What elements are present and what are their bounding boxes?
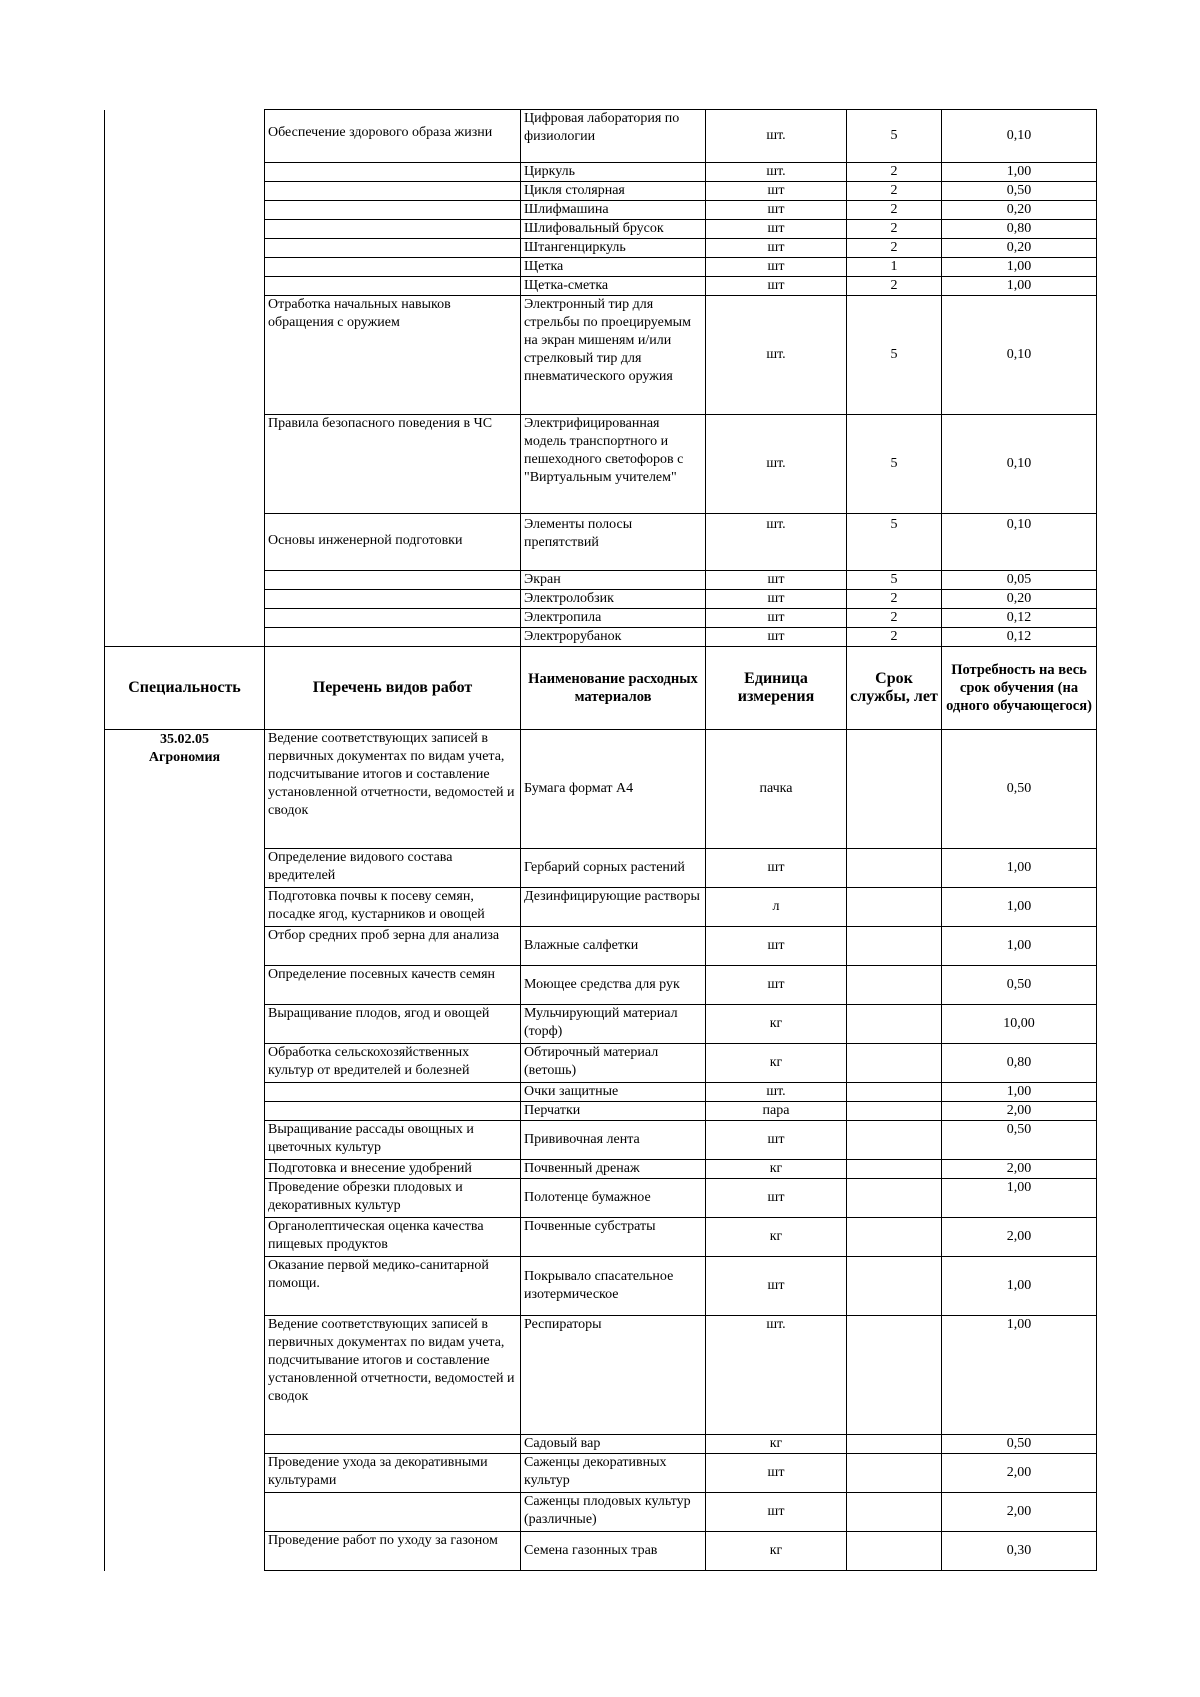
need-cell: 2,00 — [942, 1218, 1097, 1257]
item-cell: Щетка-сметка — [521, 277, 706, 296]
item-cell: Мульчирующий материал (торф) — [521, 1005, 706, 1044]
life-cell: 5 — [847, 571, 942, 590]
life-cell — [847, 927, 942, 966]
need-cell: 2,00 — [942, 1493, 1097, 1532]
need-cell: 0,12 — [942, 628, 1097, 647]
item-cell: Электронный тир для стрельбы по проецируемым на экран мишеням и/или стрелковый тир для пневматического оружия — [521, 296, 706, 415]
need-cell: 1,00 — [942, 1179, 1097, 1218]
unit-cell: кг — [706, 1532, 847, 1571]
life-cell — [847, 1179, 942, 1218]
item-cell: Элементы полосы препятствий — [521, 514, 706, 571]
item-cell: Перчатки — [521, 1102, 706, 1121]
header-specialty: Специальность — [105, 647, 265, 730]
life-cell: 2 — [847, 609, 942, 628]
item-cell: Электролобзик — [521, 590, 706, 609]
table-header — [105, 647, 1097, 730]
need-cell: 1,00 — [942, 163, 1097, 182]
item-cell: Семена газонных трав — [521, 1532, 706, 1571]
need-cell: 0,50 — [942, 966, 1097, 1005]
item-cell: Почвенный дренаж — [521, 1160, 706, 1179]
specialty-cell-continued — [105, 110, 265, 647]
unit-cell: шт. — [706, 514, 847, 571]
work-cell — [265, 220, 521, 239]
life-cell — [847, 1218, 942, 1257]
need-cell: 1,00 — [942, 927, 1097, 966]
work-cell — [265, 201, 521, 220]
need-cell: 2,00 — [942, 1160, 1097, 1179]
life-cell — [847, 1532, 942, 1571]
work-cell — [265, 571, 521, 590]
need-cell: 0,50 — [942, 182, 1097, 201]
header-need: Потребность на весь срок обучения (на одного обучающегося) — [942, 647, 1097, 730]
need-cell: 0,05 — [942, 571, 1097, 590]
unit-cell: пара — [706, 1102, 847, 1121]
unit-cell: шт — [706, 239, 847, 258]
need-cell: 1,00 — [942, 888, 1097, 927]
item-cell: Дезинфицирующие растворы — [521, 888, 706, 927]
unit-cell: кг — [706, 1435, 847, 1454]
work-cell: Определение посевных качеств семян — [265, 966, 521, 1005]
unit-cell: шт — [706, 590, 847, 609]
table-row — [105, 730, 1097, 849]
item-cell: Цикля столярная — [521, 182, 706, 201]
unit-cell: шт — [706, 628, 847, 647]
specialty-code: 35.02.05 — [160, 732, 209, 747]
unit-cell: шт — [706, 220, 847, 239]
work-cell: Проведение ухода за декоративными культурами — [265, 1454, 521, 1493]
item-cell: Моющее средства для рук — [521, 966, 706, 1005]
life-cell — [847, 1160, 942, 1179]
document-page — [104, 109, 1097, 1571]
work-cell: Ведение соответствующих записей в первичных документах по видам учета, подсчитывание итогов и составление установленной отчетности, ведомостей и сводок — [265, 730, 521, 849]
need-cell: 0,30 — [942, 1532, 1097, 1571]
unit-cell: кг — [706, 1218, 847, 1257]
unit-cell: шт. — [706, 110, 847, 163]
life-cell — [847, 1102, 942, 1121]
unit-cell: шт — [706, 927, 847, 966]
unit-cell: шт — [706, 182, 847, 201]
item-cell: Электрорубанок — [521, 628, 706, 647]
work-cell: Правила безопасного поведения в ЧС — [265, 415, 521, 514]
work-cell: Подготовка почвы к посеву семян, посадке ягод, кустарников и овощей — [265, 888, 521, 927]
work-cell — [265, 1435, 521, 1454]
life-cell: 2 — [847, 220, 942, 239]
work-cell: Обеспечение здорового образа жизни — [265, 110, 521, 163]
work-cell — [265, 628, 521, 647]
item-cell: Прививочная лента — [521, 1121, 706, 1160]
work-cell: Выращивание плодов, ягод и овощей — [265, 1005, 521, 1044]
unit-cell: пачка — [706, 730, 847, 849]
specialty-name: Агрономия — [148, 750, 221, 765]
life-cell — [847, 966, 942, 1005]
life-cell: 2 — [847, 590, 942, 609]
item-cell: Щетка — [521, 258, 706, 277]
life-cell: 2 — [847, 163, 942, 182]
item-cell: Шлифовальный брусок — [521, 220, 706, 239]
life-cell — [847, 1454, 942, 1493]
table-row — [105, 110, 1097, 163]
item-cell: Гербарий сорных растений — [521, 849, 706, 888]
specialty-cell — [105, 730, 265, 1571]
life-cell — [847, 888, 942, 927]
life-cell — [847, 1083, 942, 1102]
life-cell — [847, 849, 942, 888]
item-cell: Циркуль — [521, 163, 706, 182]
need-cell: 0,20 — [942, 201, 1097, 220]
need-cell: 1,00 — [942, 1316, 1097, 1435]
need-cell: 1,00 — [942, 849, 1097, 888]
need-cell: 2,00 — [942, 1454, 1097, 1493]
work-cell — [265, 1102, 521, 1121]
life-cell: 2 — [847, 201, 942, 220]
unit-cell: шт — [706, 966, 847, 1005]
header-materials: Наименование расходных материалов — [521, 647, 706, 730]
work-cell — [265, 163, 521, 182]
item-cell: Электрифицированная модель транспортного и пешеходного светофоров с "Виртуальным учителем" — [521, 415, 706, 514]
need-cell: 10,00 — [942, 1005, 1097, 1044]
work-cell — [265, 258, 521, 277]
need-cell: 0,10 — [942, 415, 1097, 514]
need-cell: 1,00 — [942, 1257, 1097, 1316]
need-cell: 0,50 — [942, 1121, 1097, 1160]
unit-cell: шт — [706, 1179, 847, 1218]
work-cell — [265, 1493, 521, 1532]
need-cell: 0,80 — [942, 220, 1097, 239]
work-cell — [265, 590, 521, 609]
header-unit: Единица измерения — [706, 647, 847, 730]
work-cell: Подготовка и внесение удобрений — [265, 1160, 521, 1179]
need-cell: 0,10 — [942, 296, 1097, 415]
unit-cell: шт. — [706, 296, 847, 415]
item-cell: Бумага формат А4 — [521, 730, 706, 849]
life-cell: 2 — [847, 277, 942, 296]
need-cell: 0,80 — [942, 1044, 1097, 1083]
work-cell: Отбор средних проб зерна для анализа — [265, 927, 521, 966]
unit-cell: шт — [706, 1257, 847, 1316]
item-cell: Экран — [521, 571, 706, 590]
life-cell — [847, 1435, 942, 1454]
work-cell — [265, 609, 521, 628]
need-cell: 0,50 — [942, 1435, 1097, 1454]
item-cell: Саженцы плодовых культур (различные) — [521, 1493, 706, 1532]
work-cell: Оказание первой медико-санитарной помощи. — [265, 1257, 521, 1316]
unit-cell: шт. — [706, 1083, 847, 1102]
work-cell — [265, 239, 521, 258]
unit-cell: шт — [706, 849, 847, 888]
work-cell: Ведение соответствующих записей в первичных документах по видам учета, подсчитывание итогов и составление установленной отчетности, ведомостей и сводок — [265, 1316, 521, 1435]
item-cell: Штангенциркуль — [521, 239, 706, 258]
need-cell: 0,20 — [942, 590, 1097, 609]
life-cell — [847, 1044, 942, 1083]
work-cell: Определение видового состава вредителей — [265, 849, 521, 888]
header-service-life: Срок службы, лет — [847, 647, 942, 730]
unit-cell: кг — [706, 1044, 847, 1083]
item-cell: Шлифмашина — [521, 201, 706, 220]
unit-cell: шт — [706, 1493, 847, 1532]
need-cell: 0,50 — [942, 730, 1097, 849]
work-cell: Обработка сельскохозяйственных культур от вредителей и болезней — [265, 1044, 521, 1083]
unit-cell: шт — [706, 258, 847, 277]
unit-cell: шт — [706, 571, 847, 590]
work-cell — [265, 1083, 521, 1102]
item-cell: Покрывало спасательное изотермическое — [521, 1257, 706, 1316]
unit-cell: шт — [706, 1454, 847, 1493]
unit-cell: шт. — [706, 163, 847, 182]
item-cell: Полотенце бумажное — [521, 1179, 706, 1218]
unit-cell: шт — [706, 277, 847, 296]
life-cell: 5 — [847, 415, 942, 514]
unit-cell: шт. — [706, 415, 847, 514]
life-cell: 5 — [847, 514, 942, 571]
life-cell — [847, 1316, 942, 1435]
unit-cell: кг — [706, 1160, 847, 1179]
item-cell: Электропила — [521, 609, 706, 628]
work-cell: Проведение обрезки плодовых и декоративных культур — [265, 1179, 521, 1218]
unit-cell: кг — [706, 1005, 847, 1044]
work-cell: Выращивание рассады овощных и цветочных культур — [265, 1121, 521, 1160]
life-cell — [847, 1005, 942, 1044]
item-cell: Респираторы — [521, 1316, 706, 1435]
need-cell: 1,00 — [942, 258, 1097, 277]
need-cell: 0,20 — [942, 239, 1097, 258]
life-cell: 2 — [847, 182, 942, 201]
need-cell: 2,00 — [942, 1102, 1097, 1121]
item-cell: Влажные салфетки — [521, 927, 706, 966]
work-cell: Основы инженерной подготовки — [265, 514, 521, 571]
consumables-table — [104, 109, 1097, 1571]
header-work-types: Перечень видов работ — [265, 647, 521, 730]
unit-cell: л — [706, 888, 847, 927]
item-cell: Саженцы декоративных культур — [521, 1454, 706, 1493]
item-cell: Очки защитные — [521, 1083, 706, 1102]
work-cell — [265, 182, 521, 201]
life-cell — [847, 730, 942, 849]
life-cell: 1 — [847, 258, 942, 277]
life-cell — [847, 1493, 942, 1532]
work-cell: Проведение работ по уходу за газоном — [265, 1532, 521, 1571]
unit-cell: шт — [706, 609, 847, 628]
item-cell: Почвенные субстраты — [521, 1218, 706, 1257]
need-cell: 0,10 — [942, 110, 1097, 163]
unit-cell: шт — [706, 1121, 847, 1160]
life-cell: 5 — [847, 296, 942, 415]
need-cell: 1,00 — [942, 277, 1097, 296]
life-cell — [847, 1257, 942, 1316]
need-cell: 1,00 — [942, 1083, 1097, 1102]
item-cell: Садовый вар — [521, 1435, 706, 1454]
life-cell: 2 — [847, 239, 942, 258]
life-cell: 5 — [847, 110, 942, 163]
item-cell: Обтирочный материал (ветошь) — [521, 1044, 706, 1083]
work-cell: Органолептическая оценка качества пищевых продуктов — [265, 1218, 521, 1257]
unit-cell: шт — [706, 201, 847, 220]
work-cell — [265, 277, 521, 296]
work-cell: Отработка начальных навыков обращения с оружием — [265, 296, 521, 415]
item-cell: Цифровая лаборатория по физиологии — [521, 110, 706, 163]
life-cell — [847, 1121, 942, 1160]
unit-cell: шт. — [706, 1316, 847, 1435]
need-cell: 0,10 — [942, 514, 1097, 571]
life-cell: 2 — [847, 628, 942, 647]
need-cell: 0,12 — [942, 609, 1097, 628]
